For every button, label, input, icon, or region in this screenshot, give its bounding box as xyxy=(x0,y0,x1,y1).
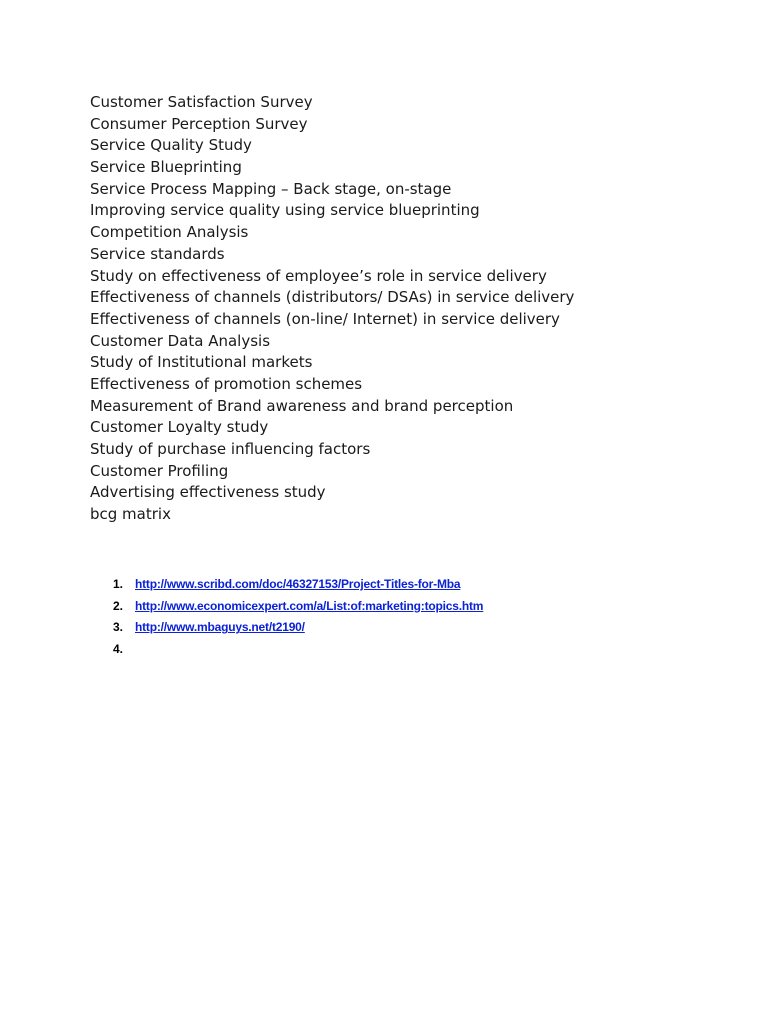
topic-item: Service Process Mapping – Back stage, on-stage xyxy=(90,179,452,198)
topic-item: Study of Institutional markets xyxy=(90,353,313,372)
topic-item: Effectiveness of channels (on-line/ Internet) in service delivery xyxy=(90,309,560,328)
reference-item xyxy=(113,639,483,661)
topic-item: Competition Analysis xyxy=(90,223,249,242)
topic-item: bcg matrix xyxy=(90,505,171,524)
topic-item: Customer Loyalty study xyxy=(90,418,269,437)
topic-item: Measurement of Brand awareness and brand perception xyxy=(90,396,514,415)
topic-item: Service Quality Study xyxy=(90,136,252,155)
topic-item: Study on effectiveness of employee’s role in service delivery xyxy=(90,266,547,285)
topic-item: Effectiveness of channels (distributors/ DSAs) in service delivery xyxy=(90,288,575,307)
reference-number: 1. xyxy=(113,577,124,591)
topic-item: Advertising effectiveness study xyxy=(90,483,326,502)
topic-item: Service Blueprinting xyxy=(90,158,242,177)
topic-item: Consumer Perception Survey xyxy=(90,114,308,133)
reference-item xyxy=(113,574,483,596)
topic-item: Study of purchase influencing factors xyxy=(90,440,371,458)
topic-item: Customer Profiling xyxy=(90,461,229,480)
reference-number: 4. xyxy=(113,642,124,657)
reference-link-list xyxy=(113,574,483,661)
reference-link[interactable]: http://www.economicexpert.com/a/List:of:marketing:topics.htm xyxy=(135,598,484,613)
reference-number: 2. xyxy=(113,598,124,613)
topic-item: Service standards xyxy=(90,244,225,263)
topic-item: Improving service quality using service blueprinting xyxy=(90,201,480,220)
topic-item: Customer Data Analysis xyxy=(90,331,271,350)
reference-item xyxy=(113,596,483,618)
topic-item: Effectiveness of promotion schemes xyxy=(90,374,363,393)
reference-item xyxy=(113,617,483,639)
reference-link[interactable]: http://www.mbaguys.net/t2190/ xyxy=(135,620,305,635)
topic-list xyxy=(90,92,574,526)
reference-link[interactable]: http://www.scribd.com/doc/46327153/Project-Titles-for-Mba xyxy=(135,577,461,591)
reference-number: 3. xyxy=(113,620,124,635)
topic-item: Customer Satisfaction Survey xyxy=(90,93,313,111)
